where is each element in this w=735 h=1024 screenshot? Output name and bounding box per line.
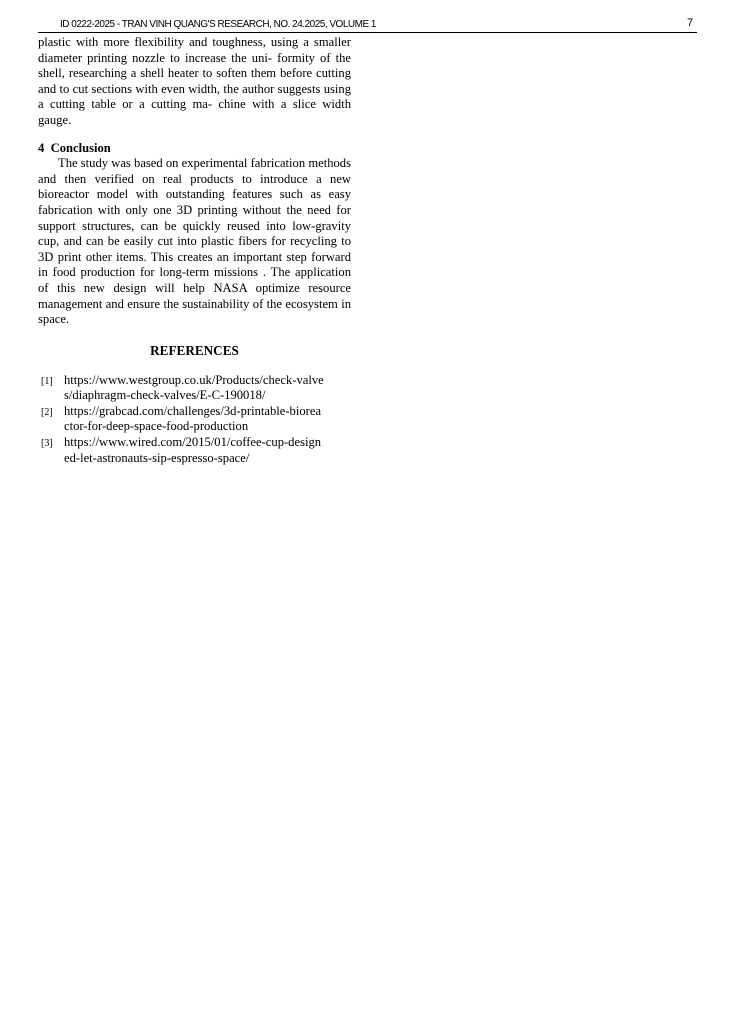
page-number: 7: [687, 17, 694, 29]
reference-list: [38, 373, 351, 467]
reference-text: https://grabcad.com/challenges/3d-printable-bioreactor-for-deep-space-food-production: [64, 403, 322, 434]
section-number: 4: [38, 140, 45, 155]
conclusion-paragraph: The study was based on experimental fabrication methods and then verified on real products to introduce a new bioreactor model with outstanding features such as easy fabrication with only one 3D printing without the need for support structures, can be quickly reused into low-gravity cup, and can be easily cut into plastic fibers for recycling to 3D print other items. This creates an important step forward in food production for long-term missions . The application of this new design will help NASA optimize resource management and ensure the sustainability of the ecosystem in space.: [38, 156, 351, 327]
reference-number: [3]: [41, 438, 53, 450]
section-heading: [38, 141, 351, 157]
reference-number: [2]: [41, 406, 53, 418]
reference-item: [38, 373, 324, 404]
reference-text: https://www.wired.com/2015/01/coffee-cup-designed-let-astronauts-sip-espresso-space/: [64, 435, 322, 465]
left-column: [38, 35, 351, 466]
reference-item: [38, 404, 324, 435]
reference-text: https://www.westgroup.co.uk/Products/check-valves/diaphragm-check-valves/E-C-190018/: [64, 372, 324, 403]
header-rule: [38, 32, 697, 33]
reference-number: [1]: [41, 375, 53, 387]
continued-paragraph: plastic with more flexibility and toughness, using a smaller diameter printing nozzle to increase the uni- formity of the shell, researching a shell heater to soften them before cutting and to cut sections with even width, the author suggests using a cutting table or a cutting ma- chine with a slice width gauge.: [38, 35, 351, 127]
references-title: REFERENCES: [150, 342, 239, 358]
reference-item: [38, 435, 324, 466]
running-head: ID 0222-2025 - TRAN VINH QUANG'S RESEARCH, NO. 24.2025, VOLUME 1: [60, 19, 376, 30]
section-title: Conclusion: [50, 140, 111, 155]
